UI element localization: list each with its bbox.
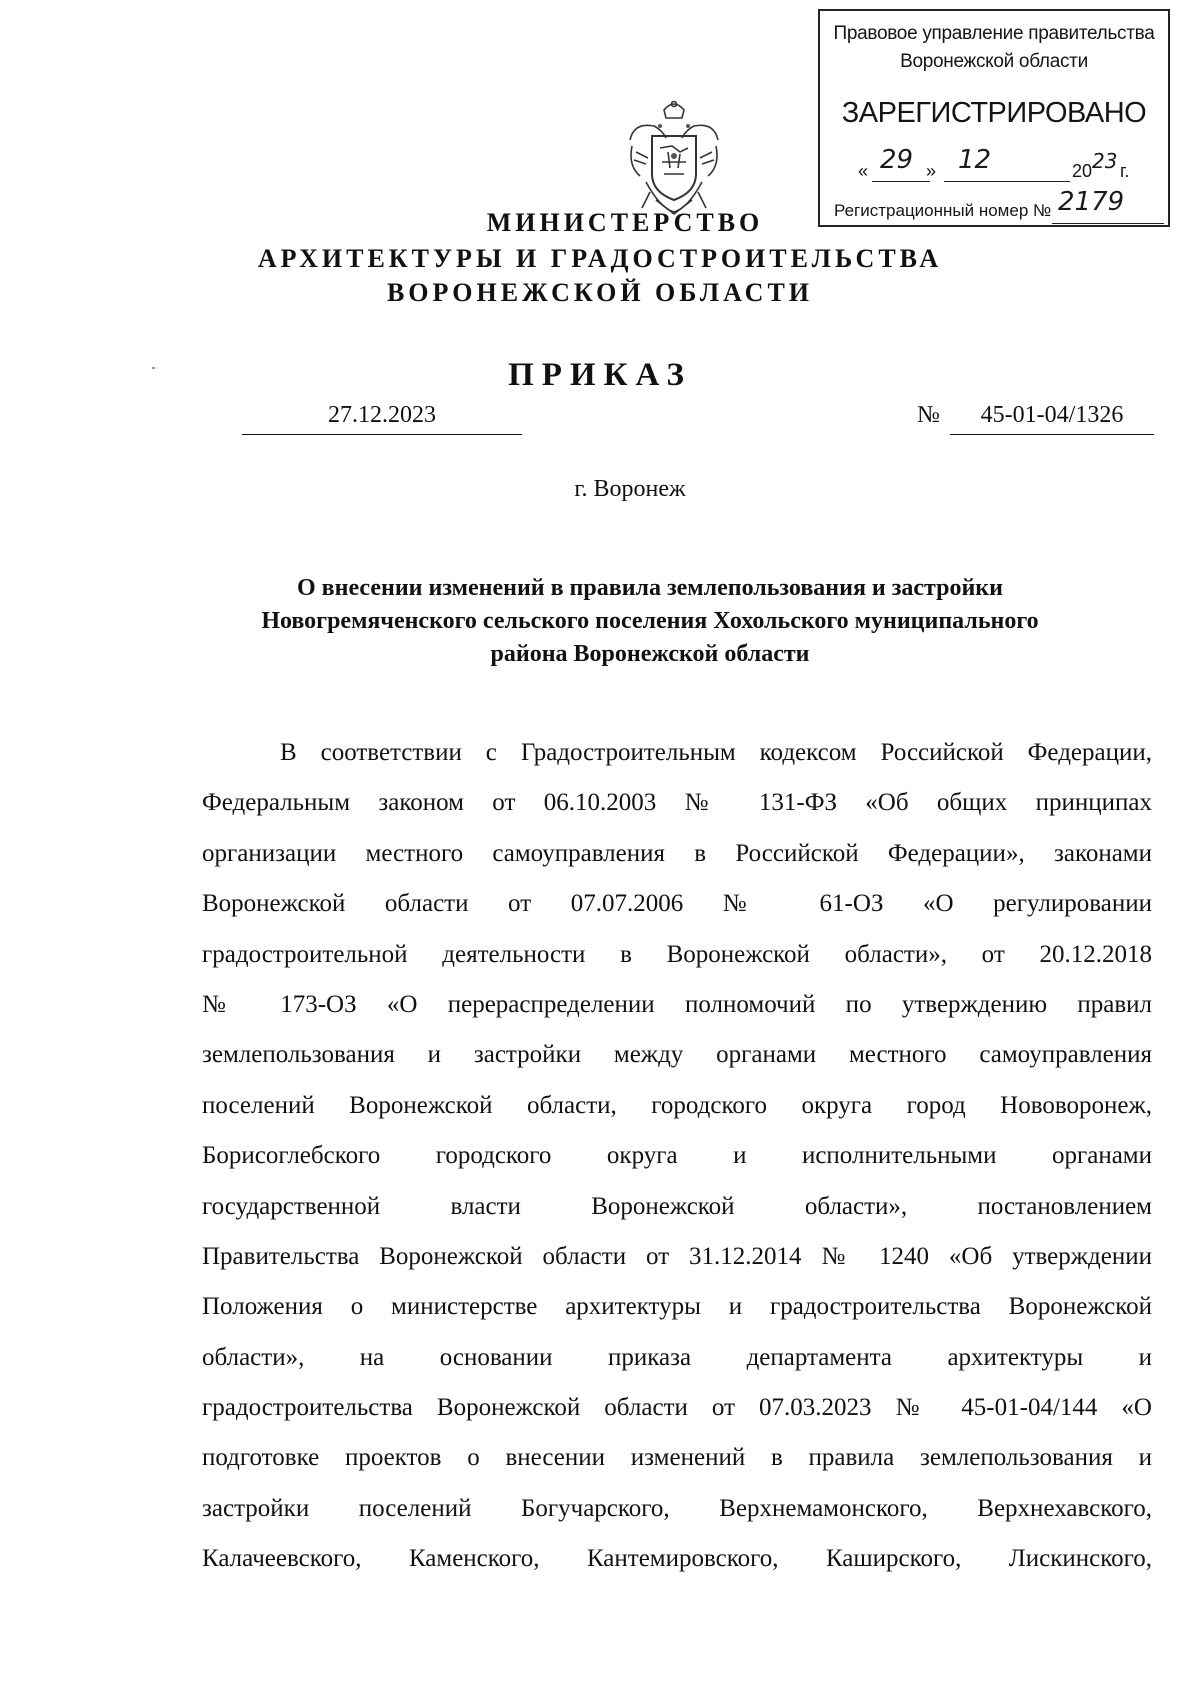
- registration-stamp: [818, 9, 1170, 227]
- subject-line: О внесении изменений в правила землепользования и застройки: [297, 575, 1003, 601]
- body-line: области», на основании приказа департамента архитектуры и: [202, 1343, 1152, 1371]
- stamp-reg-number: 2179: [1058, 187, 1125, 217]
- body-line: Положения о министерстве архитектуры и градостроительства Воронежской: [202, 1293, 1152, 1321]
- stamp-year-prefix: 20: [1072, 161, 1093, 181]
- body-line: подготовке проектов о внесении изменений в правила землепользования и: [202, 1444, 1152, 1472]
- body-line: № 173-ОЗ «О перераспределении полномочий по утверждению правил: [202, 990, 1152, 1018]
- subject-line: Новогремяченского сельского поселения Хохольского муниципального: [261, 608, 1039, 634]
- body-line: Федеральным законом от 06.10.2003 № 131-ФЗ «Об общих принципах: [202, 789, 1152, 817]
- stamp-quote-close: »: [926, 161, 937, 181]
- body-line: Воронежской области от 07.07.2006 № 61-ОЗ «О регулировании: [202, 890, 1152, 918]
- order-date: 27.12.2023: [242, 402, 522, 435]
- ministry-name-line1: МИНИСТЕРСТВО: [486, 208, 764, 237]
- stamp-year-suffix: г.: [1120, 161, 1130, 181]
- ministry-name-line2: АРХИТЕКТУРЫ И ГРАДОСТРОИТЕЛЬСТВА: [257, 244, 943, 273]
- document-type-title: ПРИКАЗ: [508, 357, 692, 393]
- body-text: [202, 735, 1152, 1592]
- subject-line: района Воронежской области: [490, 641, 810, 667]
- stamp-month-underline: [944, 181, 1070, 182]
- ministry-name-line3: ВОРОНЕЖСКОЙ ОБЛАСТИ: [386, 278, 814, 307]
- body-line: Калачеевского, Каменского, Кантемировского, Каширского, Лискинского,: [202, 1545, 1152, 1573]
- body-line: В соответствии с Градостроительным кодексом Российской Федерации,: [280, 739, 1152, 766]
- order-number-label: №: [917, 402, 940, 428]
- body-line: градостроительства Воронежской области от 07.03.2023 № 45-01-04/144 «О: [202, 1394, 1152, 1422]
- body-line: государственной власти Воронежской области», постановлением: [202, 1192, 1152, 1220]
- body-line: Борисоглебского городского округа и исполнительными органами: [202, 1142, 1152, 1170]
- body-line: землепользования и застройки между органами местного самоуправления: [202, 1041, 1152, 1069]
- stamp-date-line: [858, 147, 1158, 187]
- body-line: Правительства Воронежской области от 31.12.2014 № 1240 «Об утверждении: [202, 1242, 1152, 1270]
- coat-of-arms-icon: [620, 96, 728, 218]
- stamp-org-line2: Воронежской области: [900, 51, 1088, 72]
- body-line: застройки поселений Богучарского, Верхнемамонского, Верхнехавского,: [202, 1494, 1152, 1522]
- stamp-quote-open: «: [858, 161, 869, 181]
- stamp-year: 23: [1092, 149, 1118, 173]
- stamp-month: 12: [958, 145, 992, 175]
- order-number: 45-01-04/1326: [950, 402, 1154, 435]
- stamp-reg-number-label: Регистрационный номер №: [834, 201, 1052, 220]
- stamp-day-underline: [872, 181, 930, 182]
- stamp-day: 29: [880, 145, 914, 175]
- stamp-org-line1: Правовое управление правительства: [833, 23, 1155, 44]
- body-line: градостроительной деятельности в Воронежской области», от 20.12.2018: [202, 940, 1152, 968]
- body-line: организации местного самоуправления в Российской Федерации», законами: [202, 839, 1152, 867]
- order-subject: [180, 572, 1120, 671]
- scan-speck: [152, 367, 155, 369]
- stamp-registered: ЗАРЕГИСТРИРОВАНО: [841, 97, 1147, 129]
- city: г. Воронеж: [574, 476, 686, 502]
- body-line: поселений Воронежской области, городского округа город Нововоронеж,: [202, 1091, 1152, 1119]
